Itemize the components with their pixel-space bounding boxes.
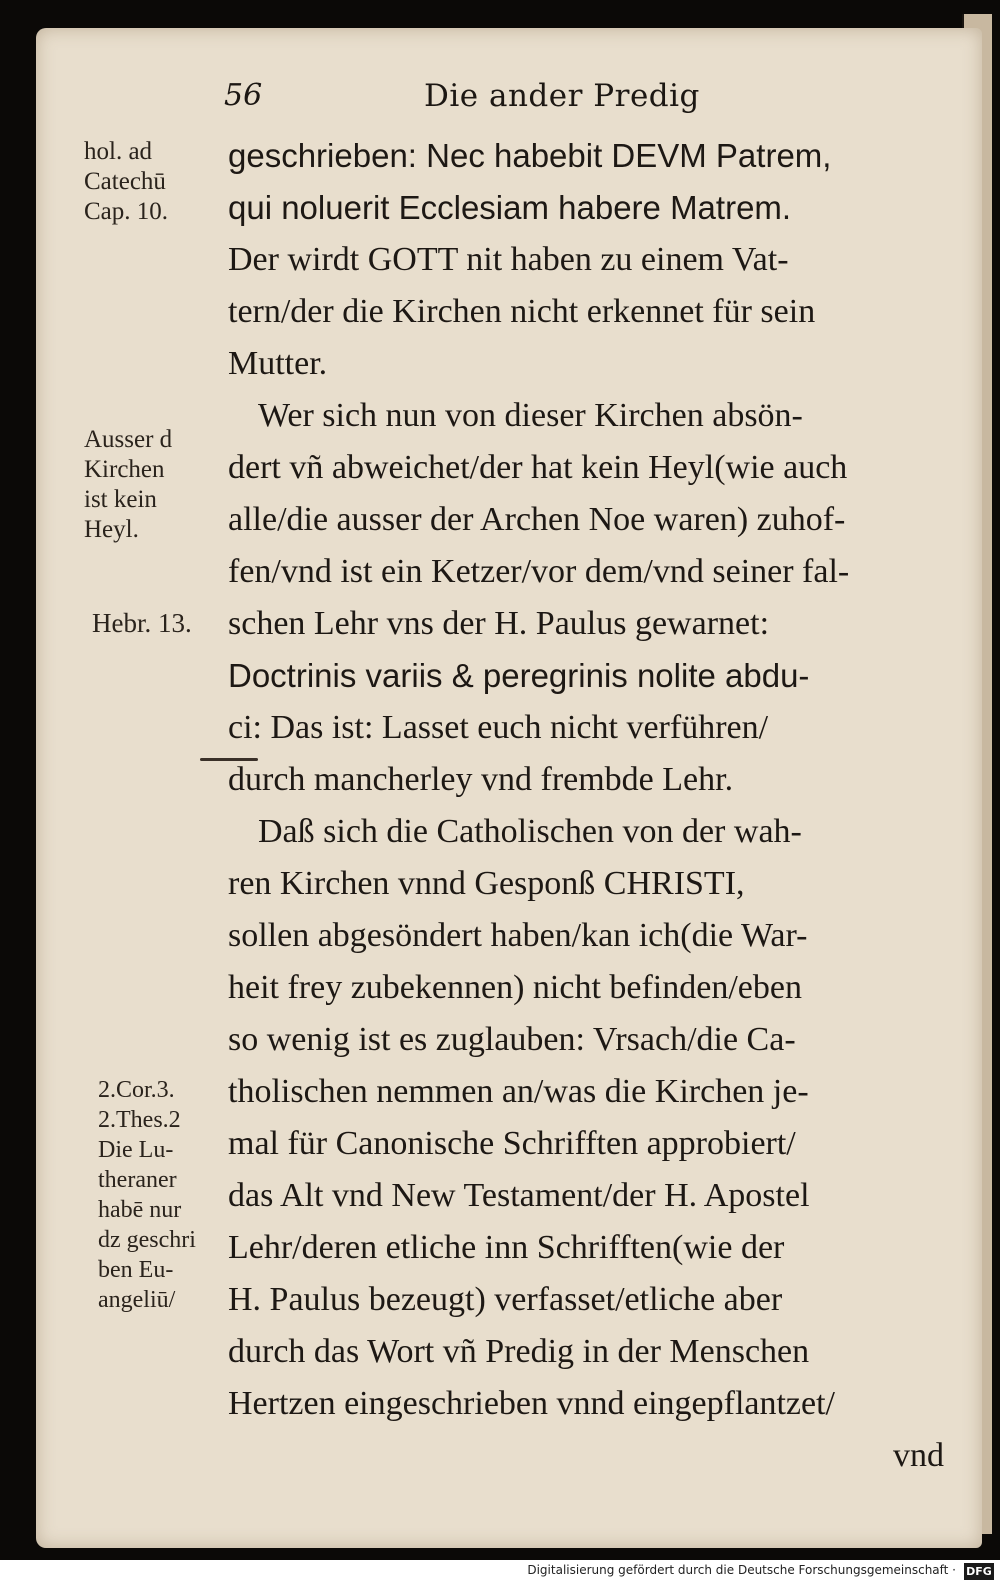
text-line: Mutter. xyxy=(228,345,328,382)
text-line: schen Lehr vns der H. Paulus gewarnet: xyxy=(228,605,770,642)
margin-line: theraner xyxy=(98,1167,177,1193)
text-line: ren Kirchen vnnd Gesponß CHRISTI, xyxy=(228,865,745,902)
text-line: das Alt vnd New Testament/der H. Apostel xyxy=(228,1177,810,1214)
text-line: qui noluerit Ecclesiam habere Matrem. xyxy=(228,189,792,226)
text-line: Hertzen eingeschrieben vnnd eingepflantzet/ xyxy=(228,1385,836,1422)
text-line: heit frey zubekennen) nicht befinden/eben xyxy=(228,969,802,1006)
text-line: dert vñ abweichet/der hat kein Heyl(wie auch xyxy=(228,449,848,486)
text-line: ci: Das ist: Lasset euch nicht verführen/ xyxy=(228,709,769,746)
text-line: durch das Wort vñ Predig in der Menschen xyxy=(228,1333,810,1370)
margin-line: hol. ad xyxy=(84,138,153,165)
margin-line: 2.Cor.3. xyxy=(98,1077,175,1103)
text-line: sollen abgesöndert haben/kan ich(die War- xyxy=(228,917,808,954)
footer-bar xyxy=(0,1560,1000,1584)
text-line: Lehr/deren etliche inn Schrifften(wie der xyxy=(228,1229,785,1266)
text-line: H. Paulus bezeugt) verfasset/etliche aber xyxy=(228,1281,783,1318)
margin-line: Cap. 10. xyxy=(84,198,169,225)
running-head: Die ander Predig xyxy=(424,78,700,114)
margin-note-lutherans xyxy=(98,1075,196,1315)
margin-line: Die Lu- xyxy=(98,1137,174,1163)
margin-line: Catechū xyxy=(84,168,166,195)
text-line: Der wirdt GOTT nit haben zu einem Vat- xyxy=(228,241,789,278)
text-line: Doctrinis variis & peregrinis nolite abdu- xyxy=(228,657,810,694)
margin-line: ist kein xyxy=(84,486,157,513)
text-line: tern/der die Kirchen nicht erkennet für sein xyxy=(228,293,816,330)
margin-line: Heyl. xyxy=(84,516,139,543)
margin-note-hebrews xyxy=(92,608,192,638)
margin-line: Ausser d xyxy=(84,426,173,453)
margin-line: Kirchen xyxy=(84,456,165,483)
funding-credit: Digitalisierung gefördert durch die Deutsche Forschungsgemeinschaft · xyxy=(527,1563,956,1577)
text-line: mal für Canonische Schrifften approbiert/ xyxy=(228,1125,796,1162)
text-line: durch mancherley vnd frembde Lehr. xyxy=(228,761,734,798)
text-line: so wenig ist es zuglauben: Vrsach/die Ca- xyxy=(228,1021,796,1058)
text-line: Wer sich nun von dieser Kirchen absön- xyxy=(258,397,803,434)
text-line: tholischen nemmen an/was die Kirchen je- xyxy=(228,1073,809,1110)
margin-line: angeliū/ xyxy=(98,1287,176,1313)
body-text xyxy=(228,130,944,1482)
dfg-logo: DFG xyxy=(964,1563,994,1580)
text-line: fen/vnd ist ein Ketzer/vor dem/vnd seiner fal- xyxy=(228,553,850,590)
margin-note-catechism xyxy=(84,137,168,227)
page-number: 56 xyxy=(224,78,263,113)
page-header xyxy=(36,78,982,118)
margin-line: habē nur xyxy=(98,1197,182,1223)
text-line: geschrieben: Nec habebit DEVM Patrem, xyxy=(228,137,832,174)
margin-line: dz geschri xyxy=(98,1227,196,1253)
margin-line: ben Eu- xyxy=(98,1257,174,1283)
margin-line: 2.Thes.2 xyxy=(98,1107,181,1133)
margin-line: Hebr. 13. xyxy=(92,608,192,638)
catchword: vnd xyxy=(893,1437,944,1474)
margin-note-no-salvation xyxy=(84,425,172,545)
text-line: alle/die ausser der Archen Noe waren) zuhof- xyxy=(228,501,846,538)
text-line: Daß sich die Catholischen von der wah- xyxy=(258,813,802,850)
